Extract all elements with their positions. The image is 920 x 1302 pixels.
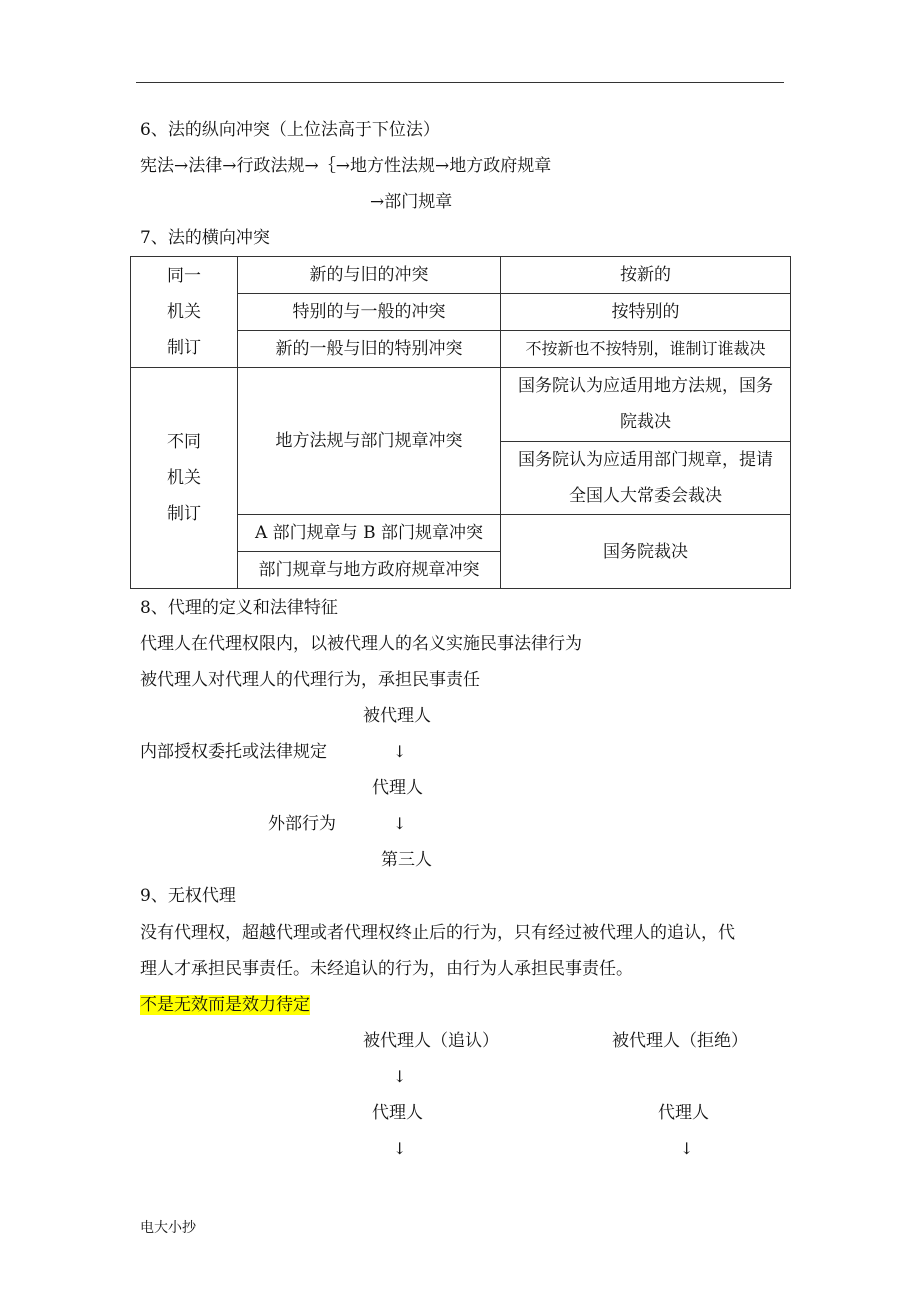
highlight-note <box>140 993 310 1017</box>
diff-organ-label: 不同 <box>167 432 201 452</box>
down-arrow-icon: ↓ <box>393 814 407 833</box>
diagram-third-party: 第三人 <box>381 850 432 870</box>
diff-organ-cell <box>131 368 238 589</box>
horizontal-conflict-table <box>130 256 791 589</box>
vertical-chain-line1: 宪法→法律→行政法规→｛→地方性法规→地方政府规章 <box>140 156 552 176</box>
section8-line1: 代理人在代理权限内，以被代理人的名义实施民事法律行为 <box>140 634 582 654</box>
diagram-principal: 被代理人 <box>363 706 431 726</box>
rule-cell: 按特别的 <box>501 294 791 331</box>
section9-para-line1: 没有代理权，超越代理或者代理权终止后的行为，只有经过被代理人的追认，代 <box>140 923 735 943</box>
rule-cell <box>501 441 791 515</box>
same-organ-label: 同一 <box>167 266 201 286</box>
diff-organ-label: 机关 <box>167 468 201 488</box>
rule-cell: 国务院裁决 <box>501 515 791 589</box>
ratified-principal: 被代理人（追认） <box>363 1031 499 1051</box>
same-organ-label: 制订 <box>167 338 201 358</box>
vertical-chain-line2: →部门规章 <box>370 192 453 212</box>
rule-cell <box>501 368 791 442</box>
rule-cell: 按新的 <box>501 257 791 294</box>
rule-line: 国务院认为应适用部门规章，提请 <box>518 449 773 470</box>
header-rule <box>136 82 784 83</box>
rule-line: 全国人大常委会裁决 <box>569 485 722 506</box>
down-arrow-icon: ↓ <box>680 1139 694 1158</box>
conflict-cell: 新的一般与旧的特别冲突 <box>238 331 501 368</box>
highlighted-text: 不是无效而是效力待定 <box>140 995 310 1015</box>
down-arrow-icon: ↓ <box>393 742 407 761</box>
diagram-agent: 代理人 <box>372 778 423 798</box>
footer-text: 电大小抄 <box>140 1220 196 1236</box>
diagram-external-label: 外部行为 <box>268 814 336 834</box>
section7-heading: 7、法的横向冲突 <box>140 228 270 248</box>
diagram-internal-label: 内部授权委托或法律规定 <box>140 742 327 762</box>
conflict-cell: 地方法规与部门规章冲突 <box>238 368 501 515</box>
same-organ-label: 机关 <box>167 302 201 322</box>
section6-heading: 6、法的纵向冲突（上位法高于下位法） <box>140 120 440 140</box>
conflict-cell: 新的与旧的冲突 <box>238 257 501 294</box>
rule-line: 院裁决 <box>620 412 671 433</box>
conflict-cell: 特别的与一般的冲突 <box>238 294 501 331</box>
same-organ-cell <box>131 257 238 368</box>
rule-line: 国务院认为应适用地方法规，国务 <box>518 376 773 397</box>
section8-line2: 被代理人对代理人的代理行为，承担民事责任 <box>140 670 480 690</box>
rejected-agent: 代理人 <box>658 1103 709 1123</box>
table-row <box>131 368 791 442</box>
down-arrow-icon: ↓ <box>393 1139 407 1158</box>
section9-para-line2: 理人才承担民事责任。未经追认的行为，由行为人承担民事责任。 <box>140 959 633 979</box>
table-row <box>131 257 791 294</box>
conflict-cell: A 部门规章与 B 部门规章冲突 <box>238 515 501 552</box>
diff-organ-label: 制订 <box>167 504 201 524</box>
rule-cell: 不按新也不按特别，谁制订谁裁决 <box>501 331 791 368</box>
conflict-cell: 部门规章与地方政府规章冲突 <box>238 552 501 589</box>
rejected-principal: 被代理人（拒绝） <box>612 1031 748 1051</box>
section8-heading: 8、代理的定义和法律特征 <box>140 598 338 618</box>
ratified-agent: 代理人 <box>372 1103 423 1123</box>
section9-heading: 9、无权代理 <box>140 886 236 906</box>
down-arrow-icon: ↓ <box>393 1067 407 1086</box>
